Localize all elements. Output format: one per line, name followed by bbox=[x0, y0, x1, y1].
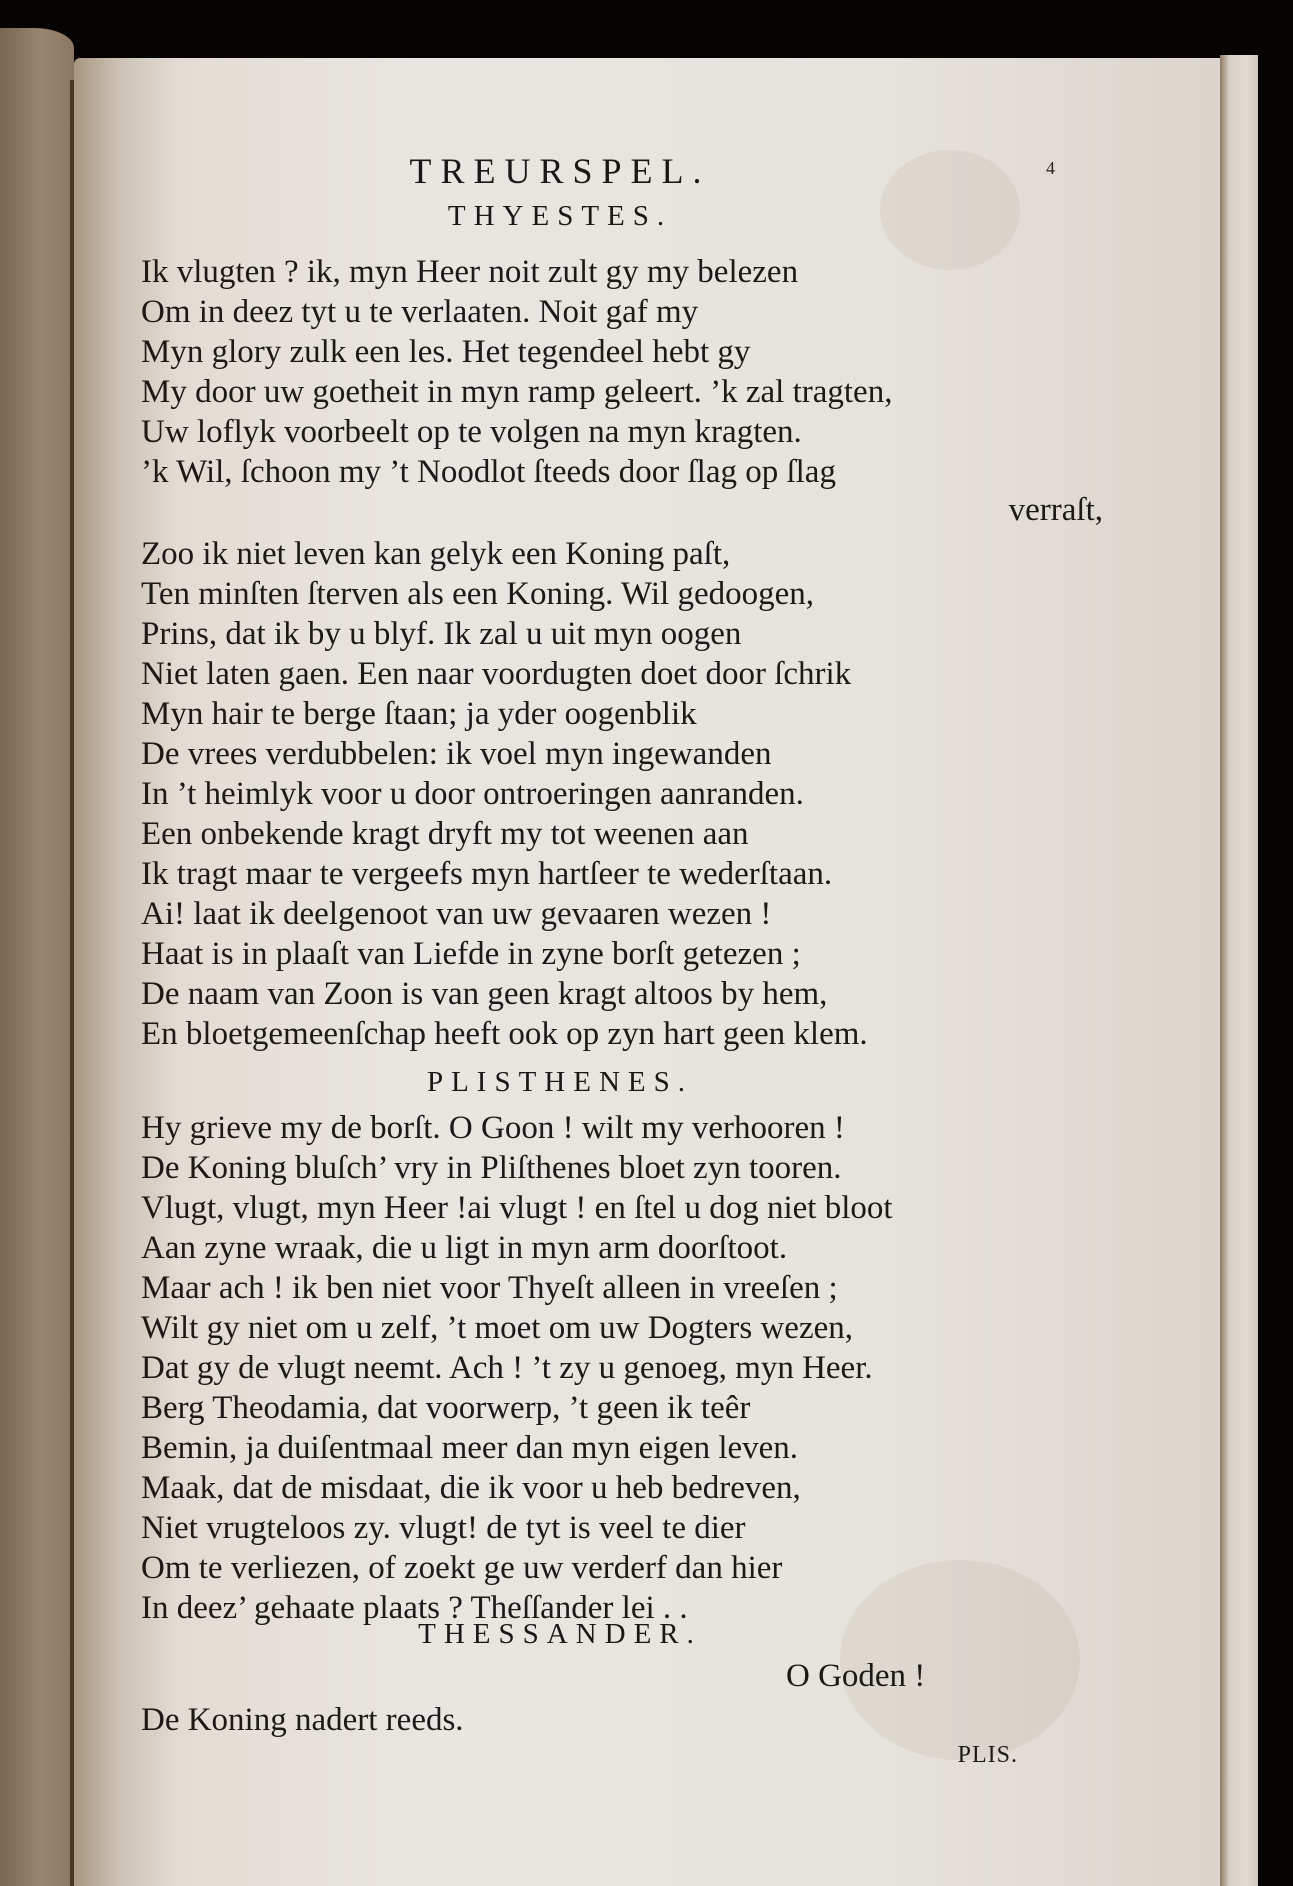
verse-line: Ik vlugten ? ik, myn Heer noit zult gy my belezen bbox=[141, 254, 799, 290]
verse-line: Een onbekende kragt dryft my tot weenen aan bbox=[141, 816, 749, 852]
verse-line: Ten minſten ſterven als een Koning. Wil gedoogen, bbox=[141, 576, 815, 612]
verse-line: Myn hair te berge ſtaan; ja yder oogenblik bbox=[141, 696, 697, 732]
verse-line: En bloetgemeenſchap heeft ook op zyn hart geen klem. bbox=[141, 1016, 868, 1052]
verse-line: Ai! laat ik deelgenoot van uw gevaaren wezen ! bbox=[141, 896, 772, 932]
verse-line: Maak, dat de misdaat, die ik voor u heb bedreven, bbox=[141, 1470, 801, 1506]
verse-line: Bemin, ja duiſentmaal meer dan myn eigen leven. bbox=[141, 1430, 799, 1466]
verse-line: My door uw goetheit in myn ramp geleert. ’k zal tragten, bbox=[141, 374, 893, 410]
verse-line: De Koning bluſch’ vry in Pliſthenes bloet zyn tooren. bbox=[141, 1150, 842, 1186]
verse-line-split: O Goden ! bbox=[786, 1658, 926, 1694]
verse-line: Maar ach ! ik ben niet voor Thyeſt alleen in vreeſen ; bbox=[141, 1270, 838, 1306]
verse-line: Om te verliezen, of zoekt ge uw verderf dan hier bbox=[141, 1550, 783, 1586]
verse-line: Niet vrugteloos zy. vlugt! de tyt is veel te dier bbox=[141, 1510, 746, 1546]
verse-line: Om in deez tyt u te verlaaten. Noit gaf my bbox=[141, 294, 699, 330]
verse-line: In deez’ gehaate plaats ? Theſſander lei . . bbox=[141, 1590, 688, 1626]
verse-line-turnover: verraſt, bbox=[1008, 492, 1103, 528]
verse-line: Zoo ik niet leven kan gelyk een Koning paſt, bbox=[141, 536, 731, 572]
verse-line: Vlugt, vlugt, myn Heer !ai vlugt ! en ſtel u dog niet bloot bbox=[141, 1190, 893, 1226]
verse-line: Haat is in plaaſt van Liefde in zyne borſt getezen ; bbox=[141, 936, 801, 972]
verse-line: Wilt gy niet om u zelf, ’t moet om uw Dogters wezen, bbox=[141, 1310, 853, 1346]
facing-page-edge bbox=[0, 28, 74, 1886]
page-number: 4 bbox=[1046, 158, 1055, 178]
verse-line: Prins, dat ik by u blyf. Ik zal u uit myn oogen bbox=[141, 616, 742, 652]
catchword: PLIS. bbox=[957, 1742, 1018, 1768]
running-head: TREURSPEL. bbox=[409, 151, 711, 191]
verse-line: Uw loflyk voorbeelt op te volgen na myn kragten. bbox=[141, 414, 802, 450]
verse-line: Myn glory zulk een les. Het tegendeel hebt gy bbox=[141, 334, 751, 370]
speaker-heading-thyestes: THYESTES. bbox=[447, 200, 673, 232]
speaker-heading-plisthenes: PLISTHENES. bbox=[426, 1066, 694, 1098]
verse-line: Ik tragt maar te vergeefs myn hartſeer te wederſtaan. bbox=[141, 856, 833, 892]
verse-line: In ’t heimlyk voor u door ontroeringen aanranden. bbox=[141, 776, 804, 812]
verse-line: Hy grieve my de borſt. O Goon ! wilt my verhooren ! bbox=[141, 1110, 845, 1146]
speaker-heading-thessander: THESSANDER. bbox=[418, 1618, 702, 1650]
verse-line: ’k Wil, ſchoon my ’t Noodlot ſteeds door ſlag op ſlag bbox=[141, 454, 836, 490]
verse-line: Aan zyne wraak, die u ligt in myn arm doorſtoot. bbox=[141, 1230, 788, 1266]
verse-line: De vrees verdubbelen: ik voel myn ingewanden bbox=[141, 736, 772, 772]
verse-line: Berg Theodamia, dat voorwerp, ’t geen ik teêr bbox=[141, 1390, 751, 1426]
verse-line: De Koning nadert reeds. bbox=[141, 1702, 464, 1738]
verse-line: Niet laten gaen. Een naar voordugten doet door ſchrik bbox=[141, 656, 852, 692]
verse-line: Dat gy de vlugt neemt. Ach ! ’t zy u genoeg, myn Heer. bbox=[141, 1350, 873, 1386]
verse-line: De naam van Zoon is van geen kragt altoos by hem, bbox=[141, 976, 828, 1012]
page-fore-edge bbox=[1220, 55, 1258, 1886]
